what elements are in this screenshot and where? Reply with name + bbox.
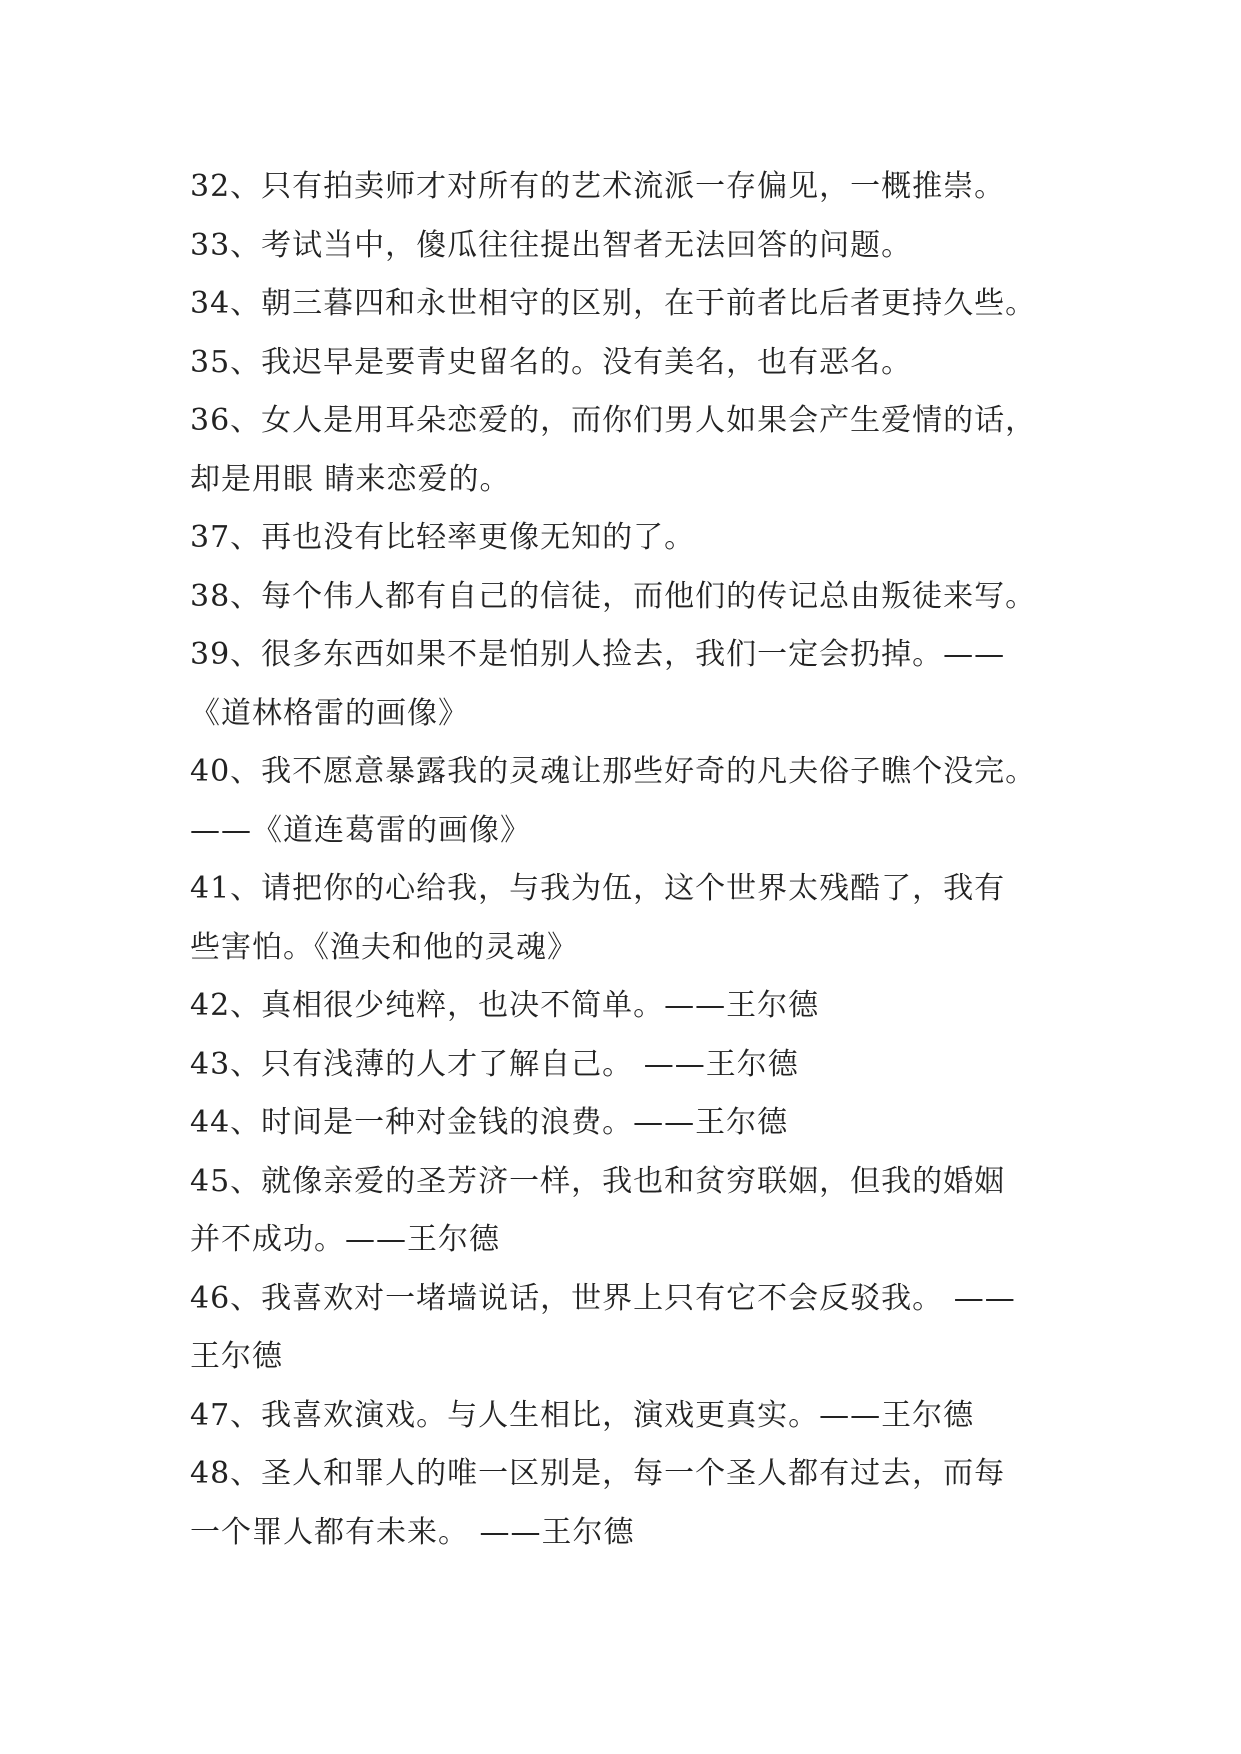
- text-line: 35、我迟早是要青史留名的。没有美名，也有恶名。: [190, 344, 913, 380]
- text-line: 45、就像亲爱的圣芳济一样，我也和贫穷联姻，但我的婚姻: [190, 1163, 1006, 1199]
- text-line: 32、只有拍卖师才对所有的艺术流派一存偏见，一概推崇。: [190, 169, 1006, 204]
- text-line: 43、只有浅薄的人才了解自己。 ——王尔德: [190, 1046, 799, 1082]
- text-line: 41、请把你的心给我，与我为伍，这个世界太残酷了，我有: [190, 871, 1006, 906]
- text-line: 47、我喜欢演戏。与人生相比，演戏更真实。——王尔德: [190, 1397, 975, 1433]
- text-line: 王尔德: [190, 1339, 283, 1374]
- text-line: 40、我不愿意暴露我的灵魂让那些好奇的凡夫俗子瞧个没完。: [190, 754, 1037, 789]
- text-line: 《道林格雷的画像》: [190, 695, 469, 731]
- text-line: 却是用眼 睛来恋爱的。: [190, 461, 511, 497]
- text-line: 一个罪人都有未来。 ——王尔德: [190, 1514, 635, 1550]
- quote-list: [190, 158, 1070, 1562]
- text-line: 并不成功。——王尔德: [190, 1222, 500, 1257]
- text-line: 些害怕。《渔夫和他的灵魂》: [190, 929, 578, 965]
- text-line: 39、很多东西如果不是怕别人捡去，我们一定会扔掉。——: [190, 637, 1006, 672]
- text-line: 34、朝三暮四和永世相守的区别，在于前者比后者更持久些。: [190, 286, 1037, 321]
- text-line: 36、女人是用耳朵恋爱的，而你们男人如果会产生爱情的话，: [190, 403, 1037, 438]
- text-line: 48、圣人和罪人的唯一区别是，每一个圣人都有过去，而每: [190, 1456, 1006, 1491]
- text-line: 37、再也没有比轻率更像无知的了。: [190, 520, 696, 555]
- text-line: 46、我喜欢对一堵墙说话，世界上只有它不会反驳我。 ——: [190, 1280, 1016, 1316]
- text-line: ——《道连葛雷的画像》: [190, 812, 531, 848]
- text-line: 42、真相很少纯粹，也决不简单。——王尔德: [190, 988, 820, 1023]
- text-line: 44、时间是一种对金钱的浪费。——王尔德: [190, 1105, 789, 1140]
- text-line: 38、每个伟人都有自己的信徒，而他们的传记总由叛徒来写。: [190, 578, 1037, 614]
- text-line: 33、考试当中，傻瓜往往提出智者无法回答的问题。: [190, 227, 913, 263]
